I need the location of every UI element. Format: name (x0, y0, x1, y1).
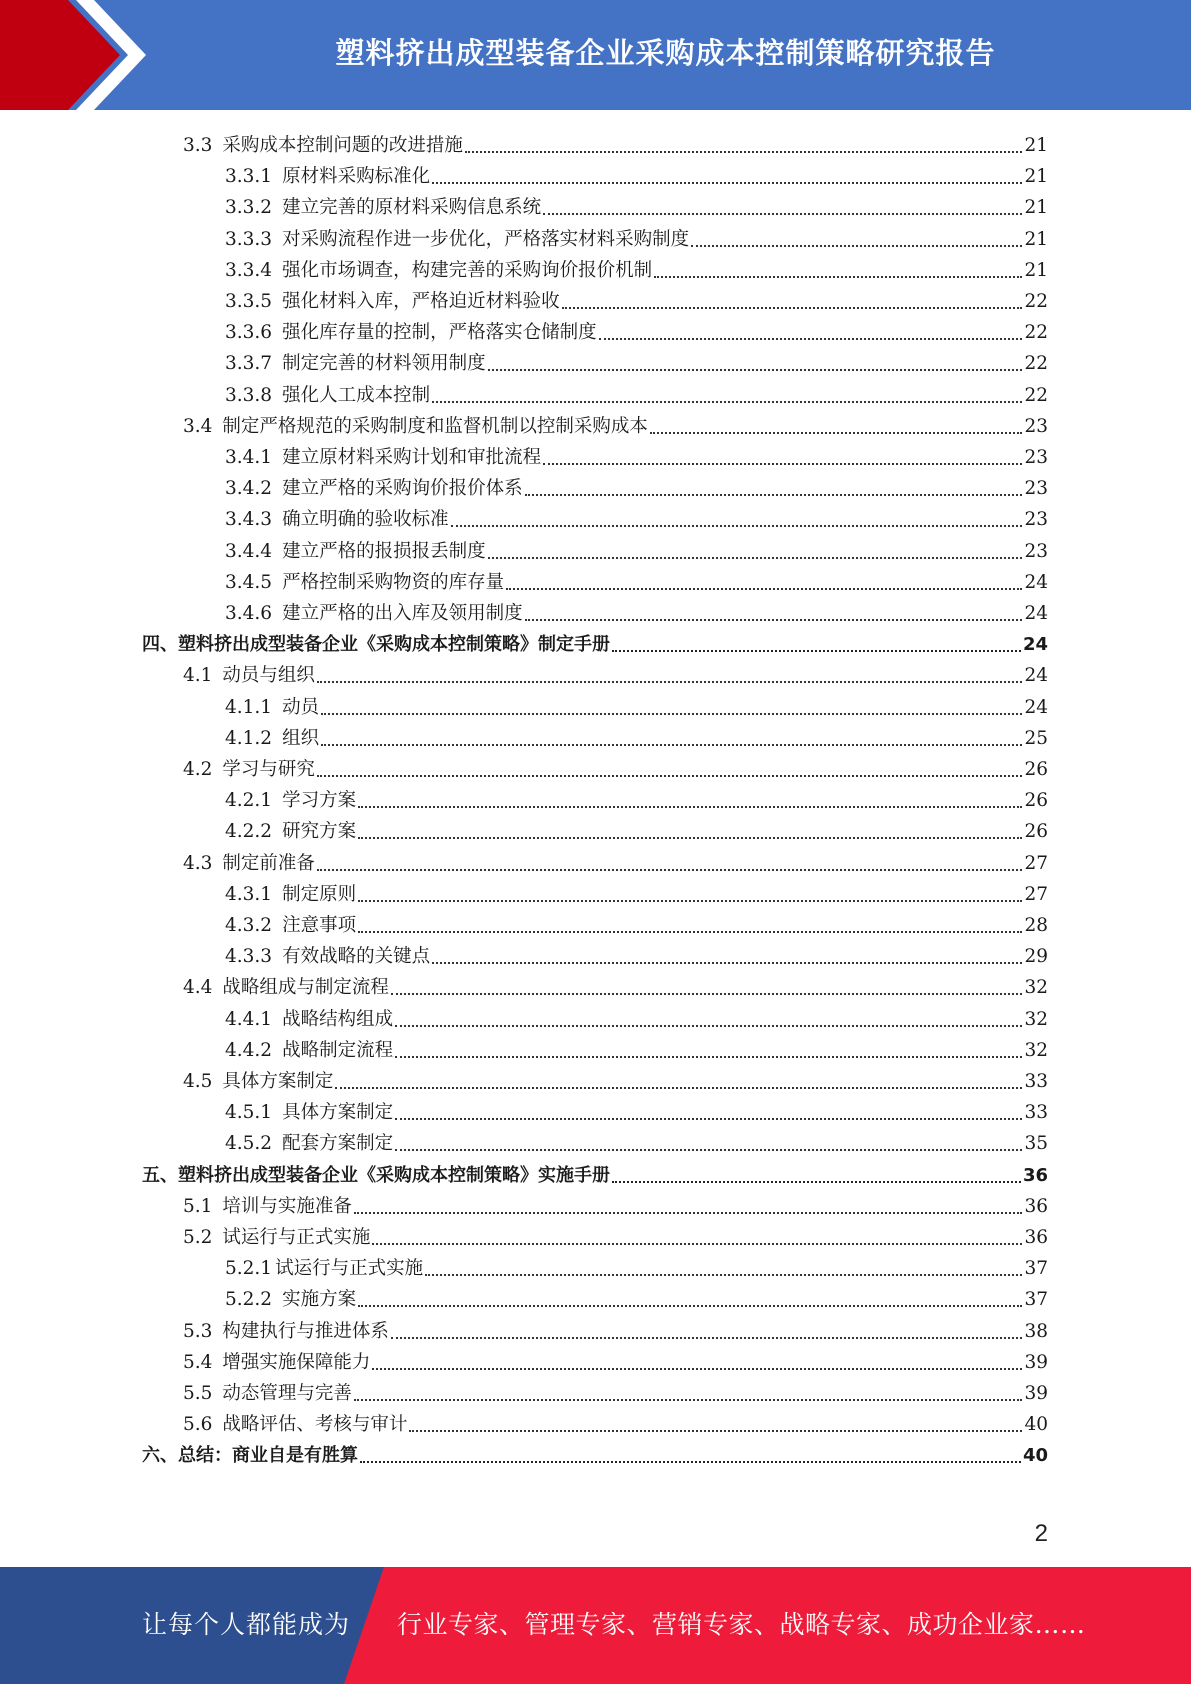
toc-entry[interactable] (183, 1345, 1048, 1376)
toc-entry-page: 25 (1024, 727, 1048, 749)
toc-dot-leader (358, 788, 1022, 814)
toc-entry[interactable] (225, 690, 1048, 721)
toc-dot-leader (432, 164, 1022, 190)
toc-entry-page: 24 (1024, 665, 1048, 687)
toc-dot-leader (317, 663, 1023, 689)
toc-entry[interactable] (183, 1314, 1048, 1345)
toc-entry-number: 4.3.3 (225, 946, 273, 968)
toc-entry-title: 强化市场调查，构建完善的采购询价报价机制 (282, 259, 653, 281)
toc-dot-leader (488, 539, 1023, 565)
toc-entry-title: 战略评估、考核与审计 (222, 1414, 408, 1436)
toc-entry[interactable] (183, 846, 1048, 877)
toc-entry-title: 强化库存量的控制，严格落实仓储制度 (282, 322, 597, 344)
toc-entry-page: 36 (1024, 1195, 1048, 1217)
toc-entry[interactable] (183, 658, 1048, 689)
toc-entry[interactable] (225, 1095, 1048, 1126)
toc-entry-number: 5.5 (183, 1383, 213, 1404)
toc-entry-number: 4.5 (183, 1071, 213, 1092)
toc-entry-number: 5.3 (183, 1320, 213, 1342)
toc-entry-number: 4.2.2 (225, 821, 273, 843)
toc-entry-number: 3.4.2 (225, 478, 273, 500)
toc-entry-page: 33 (1024, 1071, 1048, 1092)
toc-entry-page: 22 (1024, 353, 1048, 375)
toc-entry[interactable] (225, 1033, 1048, 1064)
toc-entry-page: 28 (1024, 915, 1048, 936)
toc-dot-leader (525, 476, 1023, 502)
page-footer (0, 1567, 1191, 1684)
toc-entry-title: 强化材料入库，严格迫近材料验收 (282, 291, 560, 312)
toc-dot-leader (317, 757, 1023, 783)
toc-entry-page: 21 (1024, 228, 1048, 250)
toc-entry-number: 3.3.2 (225, 197, 273, 219)
toc-dot-leader (358, 882, 1022, 908)
toc-entry[interactable] (225, 1126, 1048, 1157)
toc-dot-leader (543, 195, 1022, 221)
toc-entry-page: 26 (1024, 790, 1048, 812)
toc-entry-title: 组织 (282, 727, 320, 749)
toc-entry[interactable] (225, 502, 1048, 533)
toc-dot-leader (321, 695, 1022, 721)
toc-entry-number: 3.4.6 (225, 603, 273, 624)
toc-entry-title: 战略制定流程 (282, 1039, 394, 1061)
toc-entry-title: 四、塑料挤出成型装备企业《采购成本控制策略》制定手册 (142, 634, 610, 656)
toc-entry-page: 22 (1024, 322, 1048, 344)
toc-entry-number: 5.1 (183, 1195, 213, 1217)
toc-entry-page: 32 (1024, 977, 1048, 999)
toc-entry[interactable] (225, 565, 1048, 596)
toc-entry-title: 构建执行与推进体系 (222, 1320, 389, 1342)
toc-dot-leader (425, 1256, 1022, 1282)
toc-entry-number: 4.2 (183, 759, 213, 780)
toc-dot-leader (612, 632, 1021, 658)
toc-entry[interactable] (225, 534, 1048, 565)
toc-entry-page: 26 (1024, 821, 1048, 843)
toc-entry-page: 33 (1024, 1102, 1048, 1124)
toc-dot-leader (395, 1100, 1022, 1126)
toc-entry-number: 3.4.4 (225, 540, 273, 562)
toc-entry[interactable] (225, 159, 1048, 190)
toc-entry[interactable] (183, 1376, 1048, 1407)
toc-entry-title: 动员与组织 (222, 665, 315, 687)
toc-entry-number: 4.1 (183, 665, 213, 687)
toc-entry-title: 试运行与正式实施 (222, 1227, 371, 1248)
toc-dot-leader (358, 913, 1022, 939)
toc-entry-page: 40 (1024, 1414, 1048, 1436)
toc-entry[interactable] (142, 1438, 1048, 1469)
toc-entry[interactable] (225, 222, 1048, 253)
toc-entry-number: 5.2.2 (225, 1289, 273, 1311)
toc-entry-title: 对采购流程作进一步优化，严格落实材料采购制度 (282, 228, 690, 250)
toc-entry-title: 建立严格的出入库及领用制度 (282, 603, 523, 624)
footer-slogan-right: 行业专家、管理专家、营销专家、战略专家、成功企业家…… (397, 1610, 1086, 1639)
toc-entry-number: 3.4.1 (225, 447, 273, 468)
toc-entry-number: 5.2 (183, 1227, 213, 1248)
toc-entry-number: 3.3.7 (225, 353, 273, 375)
toc-entry[interactable] (183, 1189, 1048, 1220)
toc-entry-page: 23 (1024, 447, 1048, 468)
toc-entry[interactable] (183, 409, 1048, 440)
toc-entry[interactable] (225, 253, 1048, 284)
toc-entry-page: 39 (1024, 1351, 1048, 1373)
toc-entry-number: 4.3.1 (225, 883, 273, 905)
toc-dot-leader (395, 1131, 1022, 1157)
toc-entry-page: 29 (1024, 946, 1048, 968)
toc-dot-leader (317, 851, 1023, 877)
toc-entry[interactable] (183, 1407, 1048, 1438)
toc-dot-leader (391, 975, 1023, 1001)
toc-entry[interactable] (225, 721, 1048, 752)
toc-dot-leader (599, 320, 1023, 346)
toc-entry-page: 39 (1024, 1383, 1048, 1404)
toc-entry[interactable] (225, 440, 1048, 471)
page-number: 2 (1034, 1520, 1048, 1547)
toc-dot-leader (612, 1163, 1021, 1189)
toc-entry-title: 学习与研究 (222, 759, 315, 780)
toc-entry[interactable] (183, 1220, 1048, 1251)
toc-entry-page: 23 (1024, 540, 1048, 562)
toc-dot-leader (691, 227, 1022, 253)
toc-dot-leader (358, 819, 1022, 845)
toc-entry-number: 3.3.6 (225, 322, 273, 344)
toc-entry[interactable] (225, 908, 1048, 939)
toc-entry[interactable] (225, 284, 1048, 315)
toc-entry-title: 制定前准备 (222, 852, 315, 874)
toc-entry-number: 4.1.1 (225, 696, 273, 718)
toc-entry-title: 严格控制采购物资的库存量 (282, 571, 505, 593)
toc-entry-title: 研究方案 (282, 821, 357, 843)
toc-dot-leader (488, 351, 1023, 377)
toc-entry-page: 32 (1024, 1039, 1048, 1061)
toc-entry-number: 5.6 (183, 1414, 213, 1436)
toc-entry-title: 建立原材料采购计划和审批流程 (282, 447, 542, 468)
toc-entry-number: 4.3.2 (225, 915, 273, 936)
toc-dot-leader (335, 1069, 1022, 1095)
toc-dot-leader (358, 1287, 1022, 1313)
toc-entry-page: 36 (1024, 1227, 1048, 1248)
toc-entry-number: 3.3.3 (225, 228, 273, 250)
toc-entry-number: 4.4.2 (225, 1039, 273, 1061)
toc-entry-page: 23 (1024, 478, 1048, 500)
toc-entry-title: 强化人工成本控制 (282, 384, 431, 406)
toc-dot-leader (506, 570, 1022, 596)
toc-entry-page: 21 (1024, 259, 1048, 281)
toc-entry-number: 4.3 (183, 852, 213, 874)
toc-entry-page: 23 (1024, 415, 1048, 437)
toc-entry-page: 32 (1024, 1008, 1048, 1030)
toc-entry-number: 3.3.1 (225, 166, 273, 188)
toc-entry[interactable] (225, 877, 1048, 908)
toc-entry-page: 23 (1024, 509, 1048, 531)
toc-entry-page: 37 (1024, 1289, 1048, 1311)
toc-entry-title: 制定原则 (282, 883, 357, 905)
toc-entry-title: 建立严格的报损报丢制度 (282, 540, 486, 562)
toc-dot-leader (391, 1319, 1023, 1345)
toc-entry-title: 制定严格规范的采购制度和监督机制以控制采购成本 (222, 415, 648, 437)
toc-entry-number: 4.5.2 (225, 1133, 273, 1155)
toc-entry-title: 建立完善的原材料采购信息系统 (282, 197, 542, 219)
toc-entry-number: 3.3 (183, 135, 213, 156)
toc-dot-leader (465, 133, 1023, 159)
toc-entry-title: 战略组成与制定流程 (222, 977, 389, 999)
toc-entry[interactable] (225, 315, 1048, 346)
toc-entry-title: 试运行与正式实施 (275, 1258, 424, 1280)
toc-dot-leader (354, 1381, 1023, 1407)
toc-entry-page: 26 (1024, 759, 1048, 780)
toc-dot-leader (321, 726, 1022, 752)
toc-entry-title: 有效战略的关键点 (282, 946, 431, 968)
toc-entry[interactable] (142, 627, 1048, 658)
toc-entry[interactable] (225, 346, 1048, 377)
toc-entry-title: 采购成本控制问题的改进措施 (222, 135, 463, 156)
toc-dot-leader (360, 1443, 1021, 1469)
toc-entry-page: 27 (1024, 883, 1048, 905)
toc-entry[interactable] (183, 752, 1048, 783)
toc-entry-number: 3.3.4 (225, 259, 273, 281)
toc-entry-number: 4.1.2 (225, 727, 273, 749)
toc-entry-title: 动员 (282, 696, 320, 718)
toc-entry-number: 4.4.1 (225, 1008, 273, 1030)
toc-entry-page: 22 (1024, 291, 1048, 312)
toc-entry[interactable] (183, 970, 1048, 1001)
toc-dot-leader (525, 601, 1023, 627)
toc-entry-title: 六、总结：商业自是有胜算 (142, 1445, 358, 1467)
toc-entry-page: 38 (1024, 1320, 1048, 1342)
toc-dot-leader (354, 1194, 1023, 1220)
toc-entry-title: 五、塑料挤出成型装备企业《采购成本控制策略》实施手册 (142, 1164, 610, 1186)
toc-entry[interactable] (225, 471, 1048, 502)
toc-entry-number: 4.4 (183, 977, 213, 999)
toc-entry-page: 24 (1024, 571, 1048, 593)
toc-entry-number: 5.4 (183, 1351, 213, 1373)
toc-dot-leader (654, 258, 1022, 284)
toc-entry-title: 注意事项 (282, 915, 357, 936)
toc-entry[interactable] (225, 596, 1048, 627)
toc-entry-page: 22 (1024, 384, 1048, 406)
toc-entry[interactable] (225, 378, 1048, 409)
toc-dot-leader (372, 1225, 1022, 1251)
toc-entry-title: 战略结构组成 (282, 1008, 394, 1030)
toc-entry-page: 21 (1024, 135, 1048, 156)
toc-entry[interactable] (225, 1282, 1048, 1313)
toc-entry-number: 3.3.8 (225, 384, 273, 406)
toc-dot-leader (650, 414, 1023, 440)
toc-entry-number: 3.4.3 (225, 509, 273, 531)
toc-dot-leader (409, 1412, 1022, 1438)
toc-entry-page: 35 (1024, 1133, 1048, 1155)
toc-entry[interactable] (225, 1251, 1048, 1282)
toc-entry-page: 24 (1022, 634, 1048, 656)
toc-entry-title: 制定完善的材料领用制度 (282, 353, 486, 375)
toc-entry-title: 配套方案制定 (282, 1133, 394, 1155)
toc-entry-number: 5.2.1 (225, 1258, 273, 1280)
toc-entry[interactable] (225, 783, 1048, 814)
toc-dot-leader (432, 383, 1022, 409)
toc-entry-number: 4.2.1 (225, 790, 273, 812)
toc-entry[interactable] (183, 128, 1048, 159)
toc-dot-leader (451, 507, 1023, 533)
toc-entry[interactable] (183, 1064, 1048, 1095)
toc-entry-title: 原材料采购标准化 (282, 166, 431, 188)
toc-entry-title: 培训与实施准备 (222, 1195, 352, 1217)
toc-dot-leader (543, 445, 1022, 471)
toc-entry-title: 具体方案制定 (222, 1071, 334, 1092)
header-red-chevron (0, 0, 150, 110)
report-title: 塑料挤出成型装备企业采购成本控制策略研究报告 (335, 36, 996, 70)
toc-entry-title: 动态管理与完善 (222, 1383, 352, 1404)
toc-entry-page: 24 (1024, 603, 1048, 624)
toc-dot-leader (395, 1007, 1022, 1033)
page-header (0, 0, 1191, 110)
toc-entry-page: 24 (1024, 696, 1048, 718)
toc-entry[interactable] (225, 814, 1048, 845)
footer-slogan-left: 让每个人都能成为 (142, 1610, 351, 1639)
toc-entry-page: 40 (1022, 1445, 1048, 1467)
toc-entry[interactable] (142, 1158, 1048, 1189)
toc-dot-leader (395, 1038, 1022, 1064)
toc-entry-title: 实施方案 (282, 1289, 357, 1311)
toc-entry-page: 37 (1024, 1258, 1048, 1280)
toc-entry-title: 具体方案制定 (282, 1102, 394, 1124)
toc-entry[interactable] (225, 1002, 1048, 1033)
toc-entry-number: 3.4 (183, 415, 213, 437)
toc-entry[interactable] (225, 939, 1048, 970)
toc-dot-leader (372, 1350, 1022, 1376)
toc-entry-number: 3.3.5 (225, 291, 273, 312)
toc-entry-title: 学习方案 (282, 790, 357, 812)
toc-entry-title: 建立严格的采购询价报价体系 (282, 478, 523, 500)
toc-entry-number: 4.5.1 (225, 1102, 273, 1124)
toc-entry-title: 增强实施保障能力 (222, 1351, 371, 1373)
toc-entry-page: 27 (1024, 852, 1048, 874)
toc-dot-leader (432, 944, 1022, 970)
toc-entry-page: 21 (1024, 166, 1048, 188)
toc-entry-page: 36 (1022, 1164, 1048, 1186)
toc-entry-page: 21 (1024, 197, 1048, 219)
toc-dot-leader (562, 289, 1023, 315)
toc-entry[interactable] (225, 190, 1048, 221)
toc-entry-title: 确立明确的验收标准 (282, 509, 449, 531)
toc-entry-number: 3.4.5 (225, 571, 273, 593)
